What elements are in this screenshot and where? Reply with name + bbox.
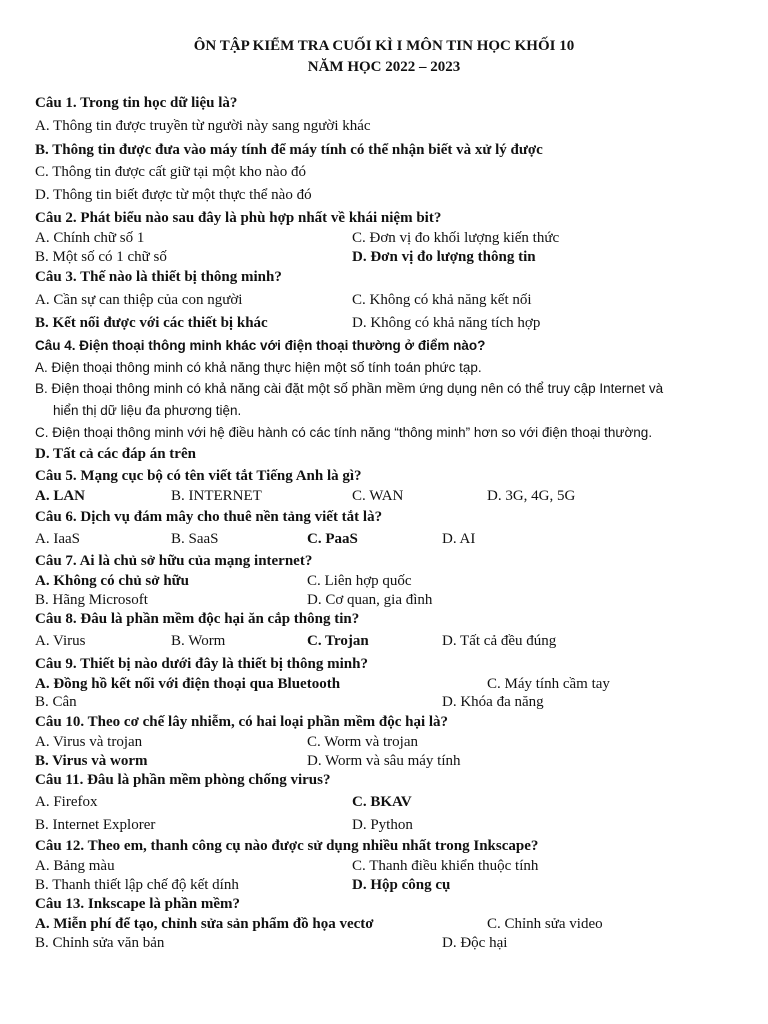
q8-option-c: C. Trojan: [307, 633, 369, 649]
q9-option-d: D. Khóa đa năng: [442, 694, 544, 710]
q12-option-b: B. Thanh thiết lập chế độ kết dính: [35, 877, 239, 893]
q10-option-b: B. Virus và worm: [35, 753, 148, 769]
q3-option-b: B. Kết nối được với các thiết bị khác: [35, 315, 268, 331]
q7-option-b: B. Hãng Microsoft: [35, 592, 148, 608]
q2-question: Câu 2. Phát biểu nào sau đây là phù hợp nhất về khái niệm bit?: [35, 210, 442, 226]
q9-question: Câu 9. Thiết bị nào dưới đây là thiết bị thông minh?: [35, 656, 368, 672]
q4-option-b-line2: hiển thị dữ liệu đa phương tiện.: [53, 403, 242, 418]
title-line-2: NĂM HỌC 2022 – 2023: [307, 59, 461, 75]
q6-question: Câu 6. Dịch vụ đám mây cho thuê nền tảng viết tắt là?: [35, 509, 383, 525]
q11-option-a: A. Firefox: [35, 794, 98, 810]
q5-question: Câu 5. Mạng cục bộ có tên viết tắt Tiếng Anh là gì?: [35, 468, 362, 484]
q1-option-b: B. Thông tin được đưa vào máy tính để máy tính có thể nhận biết và xử lý được: [35, 142, 543, 158]
q5-option-c: C. WAN: [352, 488, 404, 504]
q3-option-a: A. Cần sự can thiệp của con người: [35, 292, 243, 308]
q1-option-d: D. Thông tin biết được từ một thực thể nào đó: [35, 187, 312, 203]
q3-option-d: D. Không có khả năng tích hợp: [352, 315, 541, 331]
q1-option-a: A. Thông tin được truyền từ người này sang người khác: [35, 118, 371, 134]
q4-option-c: C. Điện thoại thông minh với hệ điều hành có các tính năng “thông minh” hơn so với điện thoại thường.: [35, 425, 653, 440]
q10-question: Câu 10. Theo cơ chế lây nhiễm, có hai loại phần mềm độc hại là?: [35, 714, 449, 730]
title-line-1: ÔN TẬP KIỂM TRA CUỐI KÌ I MÔN TIN HỌC KHỐI 10: [193, 38, 575, 54]
q11-option-c: C. BKAV: [352, 794, 412, 810]
q5-option-d: D. 3G, 4G, 5G: [487, 488, 576, 504]
q8-option-a: A. Virus: [35, 633, 86, 649]
q6-option-b: B. SaaS: [171, 531, 219, 547]
q6-option-c: C. PaaS: [307, 531, 358, 547]
q13-option-d: D. Độc hại: [442, 935, 508, 951]
q4-question: Câu 4. Điện thoại thông minh khác với điện thoại thường ở điểm nào?: [35, 338, 486, 353]
q6-option-a: A. IaaS: [35, 531, 80, 547]
q9-option-b: B. Cân: [35, 694, 77, 710]
q8-question: Câu 8. Đâu là phần mềm độc hại ăn cắp thông tin?: [35, 611, 360, 627]
q8-option-b: B. Worm: [171, 633, 226, 649]
q12-option-d: D. Hộp công cụ: [352, 877, 451, 893]
q6-option-d: D. AI: [442, 531, 476, 547]
q2-option-c: C. Đơn vị đo khối lượng kiến thức: [352, 230, 560, 246]
q10-option-c: C. Worm và trojan: [307, 734, 418, 750]
q12-question: Câu 12. Theo em, thanh công cụ nào được sử dụng nhiều nhất trong Inkscape?: [35, 838, 539, 854]
q12-option-a: A. Bảng màu: [35, 858, 115, 874]
q11-option-d: D. Python: [352, 817, 413, 833]
q12-option-c: C. Thanh điều khiển thuộc tính: [352, 858, 539, 874]
q8-option-d: D. Tất cả đều đúng: [442, 633, 557, 649]
q11-option-b: B. Internet Explorer: [35, 817, 156, 833]
q11-question: Câu 11. Đâu là phần mềm phòng chống virus?: [35, 772, 331, 788]
q9-option-c: C. Máy tính cầm tay: [487, 676, 610, 692]
q1-question: Câu 1. Trong tin học dữ liệu là?: [35, 95, 238, 111]
q4-option-a: A. Điện thoại thông minh có khả năng thực hiện một số tính toán phức tạp.: [35, 360, 482, 375]
q9-option-a: A. Đồng hồ kết nối với điện thoại qua Bluetooth: [35, 676, 341, 692]
q10-option-a: A. Virus và trojan: [35, 734, 143, 750]
q3-option-c: C. Không có khả năng kết nối: [352, 292, 532, 308]
q2-option-d: D. Đơn vị đo lượng thông tin: [352, 249, 536, 265]
q7-question: Câu 7. Ai là chủ sở hữu của mạng internet?: [35, 553, 313, 569]
q2-option-a: A. Chính chữ số 1: [35, 230, 145, 246]
q10-option-d: D. Worm và sâu máy tính: [307, 753, 461, 769]
q3-question: Câu 3. Thế nào là thiết bị thông minh?: [35, 269, 282, 285]
q13-option-a: A. Miễn phí để tạo, chỉnh sửa sản phẩm đồ họa vectơ: [35, 916, 374, 932]
q4-option-b-line1: B. Điện thoại thông minh có khả năng cài đặt một số phần mềm ứng dụng nên có thể truy cập Internet và: [35, 381, 664, 396]
q13-option-b: B. Chỉnh sửa văn bản: [35, 935, 165, 951]
q5-option-b: B. INTERNET: [171, 488, 262, 504]
q13-option-c: C. Chỉnh sửa video: [487, 916, 603, 932]
q2-option-b: B. Một số có 1 chữ số: [35, 249, 167, 265]
q13-question: Câu 13. Inkscape là phần mềm?: [35, 896, 241, 912]
q5-option-a: A. LAN: [35, 488, 86, 504]
q4-option-d: D. Tất cả các đáp án trên: [35, 446, 196, 462]
q1-option-c: C. Thông tin được cất giữ tại một kho nào đó: [35, 164, 306, 180]
q7-option-c: C. Liên hợp quốc: [307, 573, 412, 589]
q7-option-a: A. Không có chủ sở hữu: [35, 573, 190, 589]
q7-option-d: D. Cơ quan, gia đình: [307, 592, 433, 608]
